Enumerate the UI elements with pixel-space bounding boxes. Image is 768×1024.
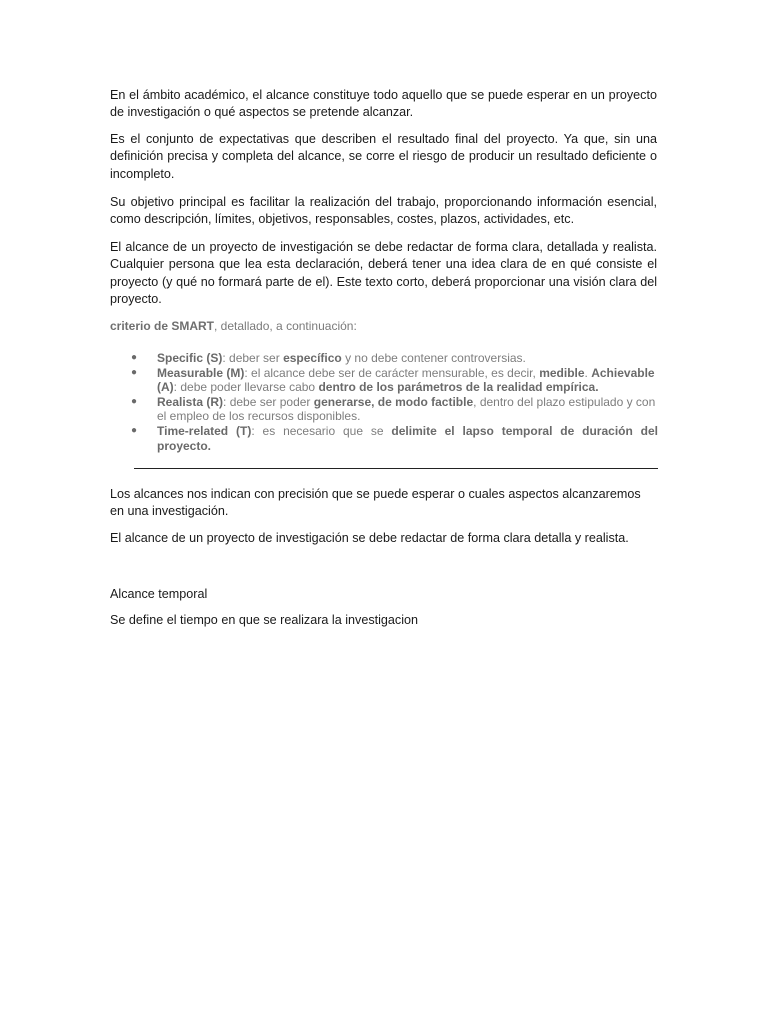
paragraph-redaction: El alcance de un proyecto de investigación se debe redactar de forma clara, detallada y realista. Cualquier persona que lea esta declaración, deberá tener una idea clara de en qué consiste el proyecto (y qué no formará parte de el). Este texto corto, deberá proporcionar una visión clara del proyecto. bbox=[110, 240, 657, 307]
section-body: Se define el tiempo en que se realizara la investigacion bbox=[110, 613, 419, 627]
measurable-text-2: . bbox=[584, 365, 592, 380]
paragraph-expectations: Es el conjunto de expectativas que describen el resultado final del proyecto. Ya que, sin una definición precisa y completa del alcance, se corre el riesgo de producir un resultado deficiente o incompleto. bbox=[110, 132, 657, 181]
bullet-icon: ● bbox=[131, 352, 138, 363]
time-text-1: : es necesario que se bbox=[251, 423, 392, 438]
realista-text-2: , dentro del plazo estipulado y con el empleo de los recursos disponibles. bbox=[157, 394, 656, 424]
term-realista: Realista (R) bbox=[157, 394, 224, 409]
paragraph-objective: Su objetivo principal es facilitar la realización del trabajo, proporcionando información esencial, como descripción, límites, objetivos, responsables, costes, plazos, actividades, etc. bbox=[110, 195, 657, 227]
measurable-text-1: : el alcance debe ser de carácter mensurable, es decir, bbox=[244, 365, 540, 380]
term-specific: Specific (S) bbox=[157, 351, 223, 365]
list-item-specific bbox=[110, 351, 658, 366]
time-bold: delimite el lapso temporal de duración del proyecto. bbox=[157, 423, 659, 453]
term-achievable: Achievable (A) bbox=[157, 365, 655, 395]
achievable-text: : debe poder llevarse cabo bbox=[173, 380, 319, 395]
achievable-bold: dentro de los parámetros de la realidad empírica. bbox=[318, 380, 599, 395]
specific-bold: específico bbox=[283, 351, 342, 365]
term-measurable: Measurable (M) bbox=[157, 365, 245, 380]
bullet-icon: ● bbox=[131, 366, 138, 378]
list-item-realista bbox=[110, 395, 658, 424]
smart-criteria-list bbox=[110, 351, 658, 453]
bullet-icon: ● bbox=[131, 424, 138, 436]
smart-intro-rest: , detallado, a continuación: bbox=[214, 319, 357, 333]
list-item-time bbox=[110, 424, 658, 453]
smart-intro bbox=[110, 318, 657, 334]
smart-intro-bold: criterio de SMART bbox=[110, 319, 215, 333]
paragraph-scope-redaction: El alcance de un proyecto de investigación se debe redactar de forma clara detalla y realista. bbox=[110, 531, 629, 545]
term-time: Time-related (T) bbox=[157, 423, 252, 438]
paragraph-scope-indicates: Los alcances nos indican con precisión que se puede esperar o cuales aspectos alcanzaremos en una investigación. bbox=[110, 487, 641, 519]
specific-text-1: : deber ser bbox=[222, 351, 284, 365]
realista-bold: generarse, de modo factible bbox=[313, 394, 474, 409]
paragraph-definition: En el ámbito académico, el alcance constituye todo aquello que se puede esperar en un proyecto de investigación o qué aspectos se pretende alcanzar. bbox=[110, 88, 657, 120]
specific-text-2: y no debe contener controversias. bbox=[341, 351, 526, 365]
list-item-measurable bbox=[110, 366, 658, 395]
realista-text-1: : debe ser poder bbox=[223, 394, 314, 409]
divider-line bbox=[134, 468, 658, 469]
bullet-icon: ● bbox=[131, 395, 138, 407]
measurable-bold: medible bbox=[539, 365, 585, 380]
section-heading: Alcance temporal bbox=[110, 587, 208, 601]
